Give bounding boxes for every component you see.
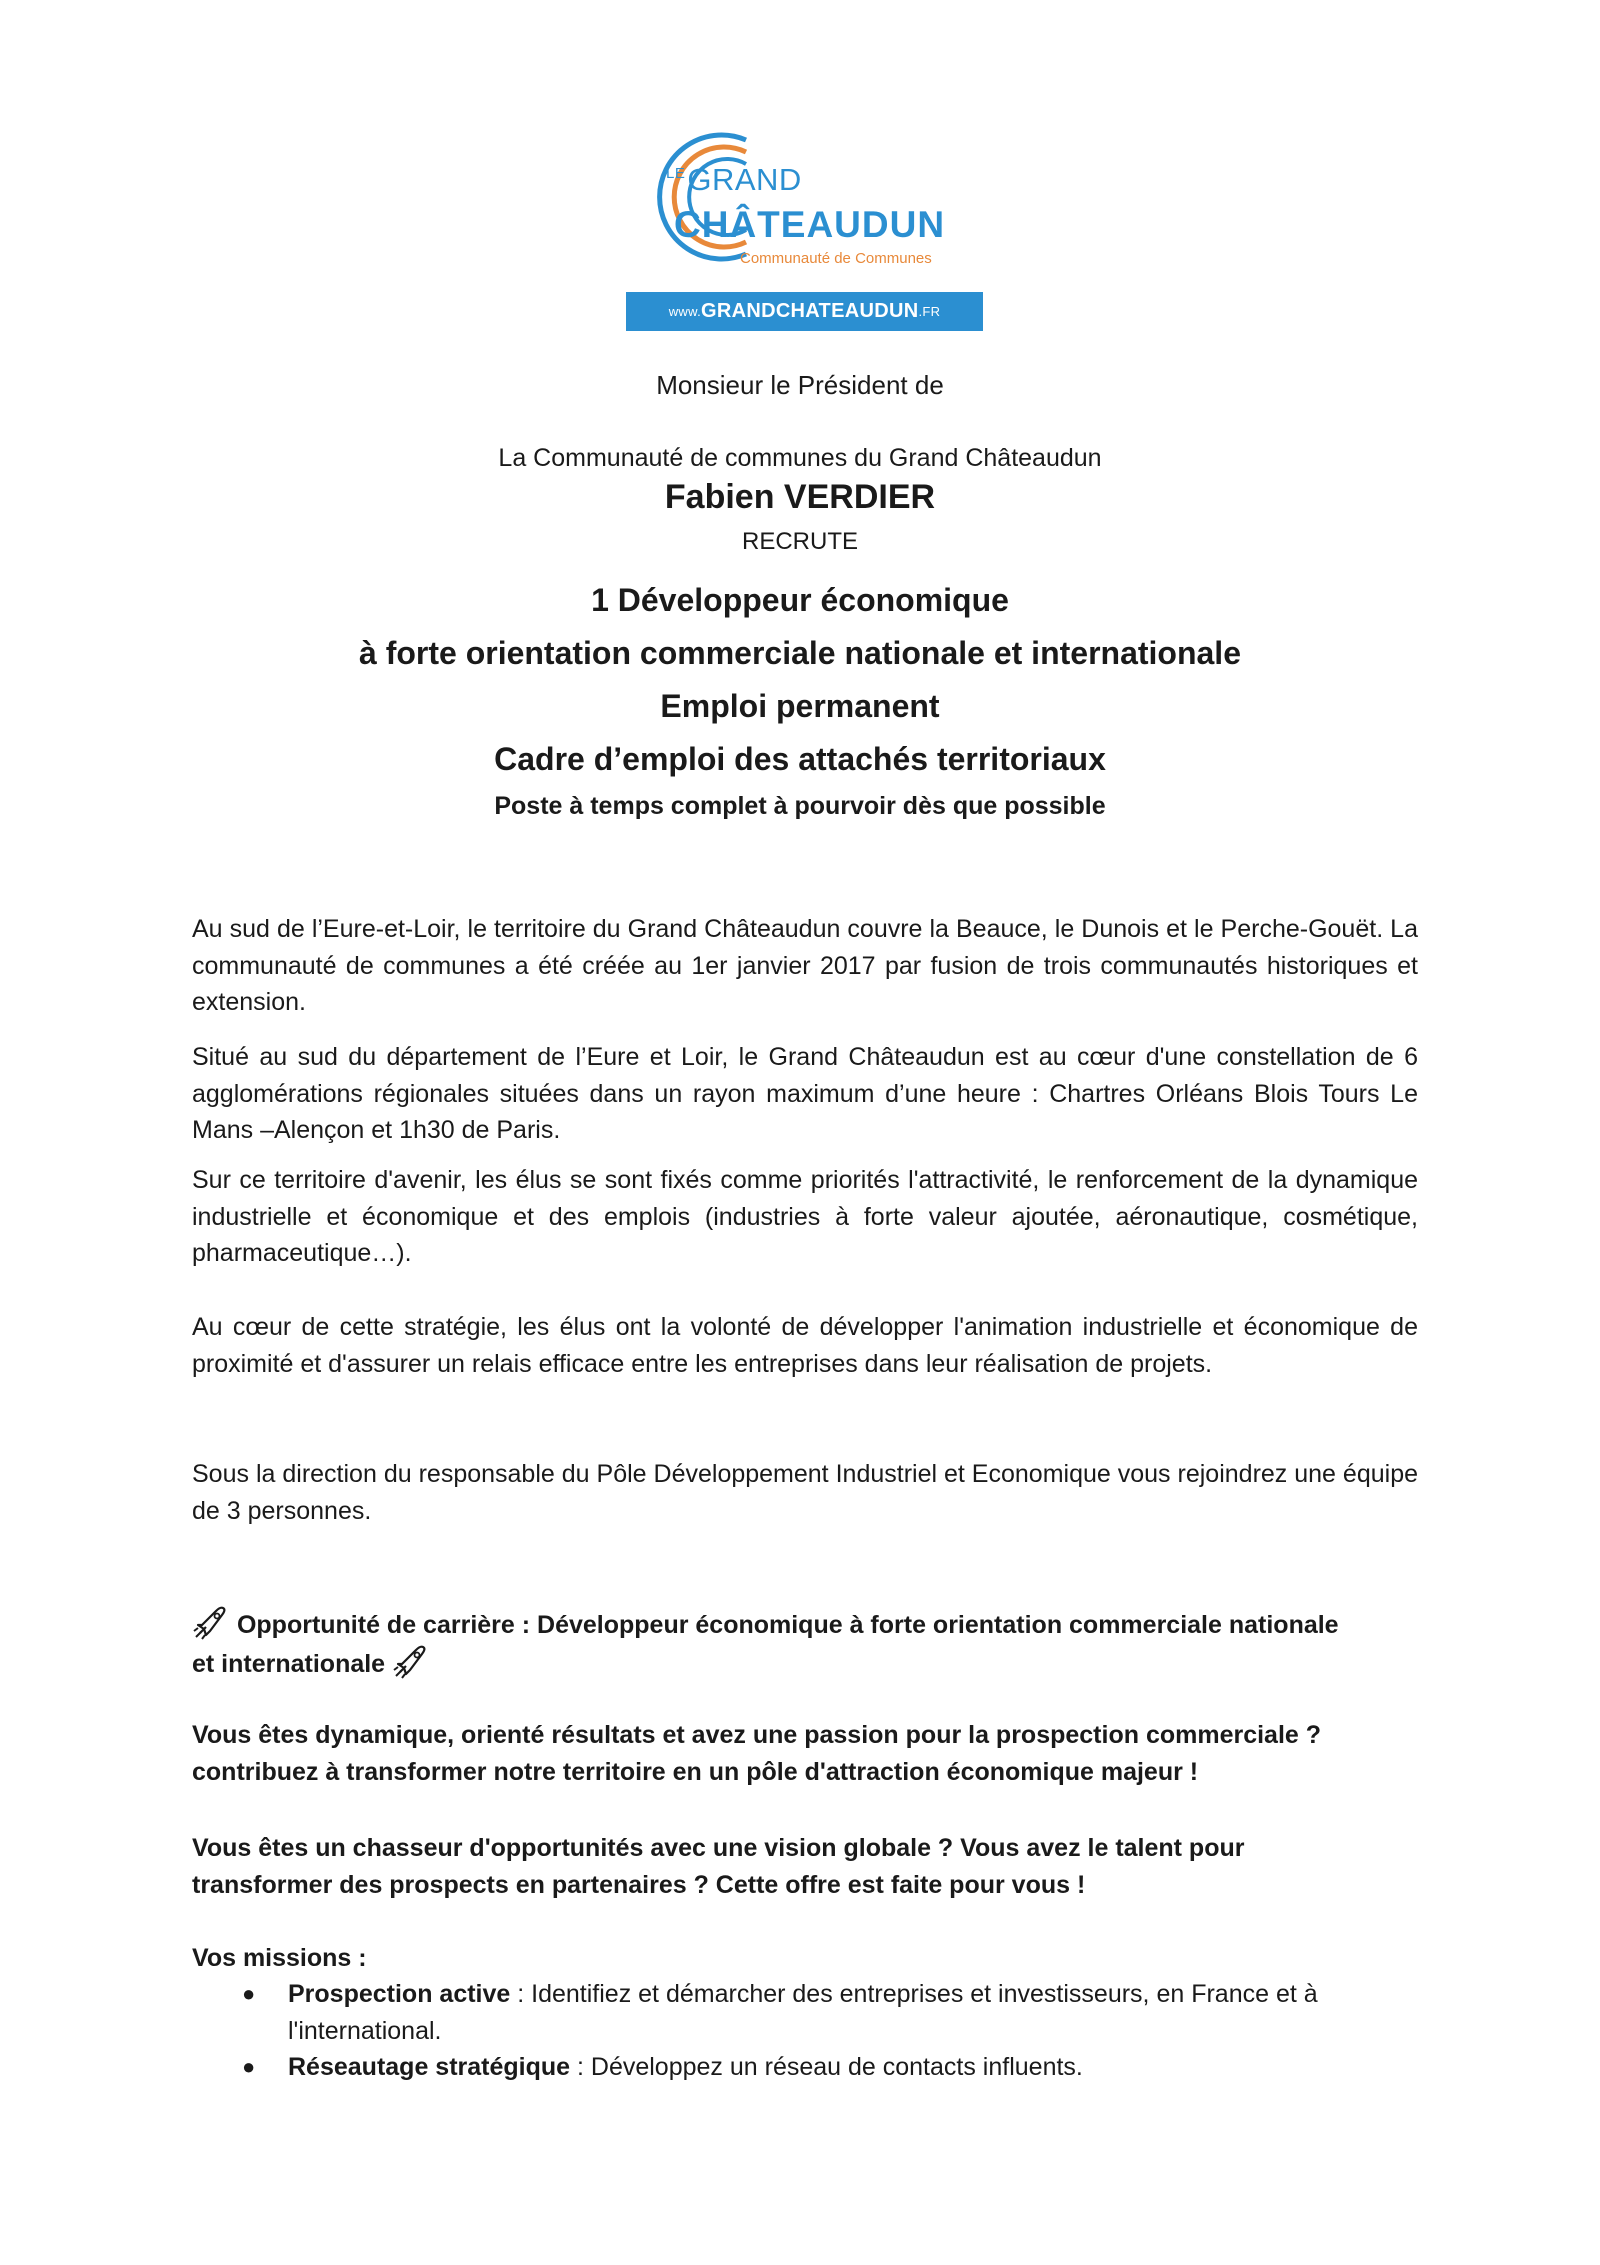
opportunity-heading: Opportunité de carrière : Développeur économique à forte orientation commerciale nationale et internationale (192, 1605, 1418, 1682)
job-title-line4: Cadre d’emploi des attachés territoriaux (494, 741, 1106, 777)
job-title-line1: 1 Développeur économique (591, 582, 1009, 618)
paragraph-location: Situé au sud du département de l’Eure et Loir, le Grand Châteaudun est au cœur d'une constellation de 6 agglomérations régionales situées dans un rayon maximum d’une heure : Chartres Orléans Blois Tours Le Mans –Alençon et 1h30 de Paris. (192, 1043, 1418, 1144)
header-intro: Monsieur le Président de (656, 370, 944, 400)
header-organization: La Communauté de communes du Grand Châteaudun (498, 444, 1102, 472)
logo-url-banner: www. GRANDCHATEAUDUN .FR (626, 292, 983, 331)
paragraph-strategy: Au cœur de cette stratégie, les élus ont la volonté de développer l'animation industrielle et économique de proximité et d'assurer un relais efficace entre les entreprises dans leur réalisation de projets. (192, 1313, 1418, 1378)
logo (618, 92, 988, 332)
rocket-icon (192, 1605, 230, 1641)
header-president-name: Fabien VERDIER (664, 478, 936, 516)
job-title-line3: Emploi permanent (660, 688, 940, 724)
paragraph-priorities: Sur ce territoire d'avenir, les élus se sont fixés comme priorités l'attractivité, le renforcement de la dynamique industrielle et économique et des emplois (industries à forte valeur ajoutée, aéronautique, cosmétique, pharmaceutique…). (192, 1166, 1418, 1267)
pitch-dynamic: Vous êtes dynamique, orienté résultats et avez une passion pour la prospection commerciale ? contribuez à transformer notre territoire en un pôle d'attraction économique majeur ! (192, 1721, 1322, 1786)
paragraph-territory: Au sud de l’Eure-et-Loir, le territoire du Grand Châteaudun couvre la Beauce, le Dunois et le Perche-Gouët. La communauté de communes a été créée au 1er janvier 2017 par fusion de trois communautés historiques et extension. (192, 915, 1418, 1016)
list-item: ● Prospection active : Identifiez et démarcher des entreprises et investisseurs, en France et à l'international. (288, 1976, 1418, 2049)
rocket-icon (392, 1644, 430, 1680)
logo-wordmark-line2: CHÂTEAUDUN (674, 204, 946, 245)
paragraph-team: Sous la direction du responsable du Pôle Développement Industriel et Economique vous rejoindrez une équipe de 3 personnes. (192, 1460, 1418, 1525)
missions-list (192, 1976, 1418, 2086)
missions-title: Vos missions : (192, 1944, 367, 1972)
job-title-line2: à forte orientation commerciale nationale et internationale (359, 635, 1241, 671)
job-subtitle: Poste à temps complet à pourvoir dès que possible (494, 792, 1106, 820)
header-recruits: RECRUTE (741, 528, 858, 555)
pitch-opportunities: Vous êtes un chasseur d'opportunités avec une vision globale ? Vous avez le talent pour transformer des prospects en partenaires ? Cette offre est faite pour vous ! (192, 1834, 1245, 1899)
logo-wordmark-line1: $^{LE}$GRAND (666, 162, 802, 197)
list-item: ● Réseautage stratégique : Développez un réseau de contacts influents. (288, 2049, 1418, 2086)
bullet-icon: ● (242, 1981, 256, 2006)
bullet-icon: ● (242, 2054, 256, 2079)
logo-tagline: Communauté de Communes (740, 250, 932, 267)
